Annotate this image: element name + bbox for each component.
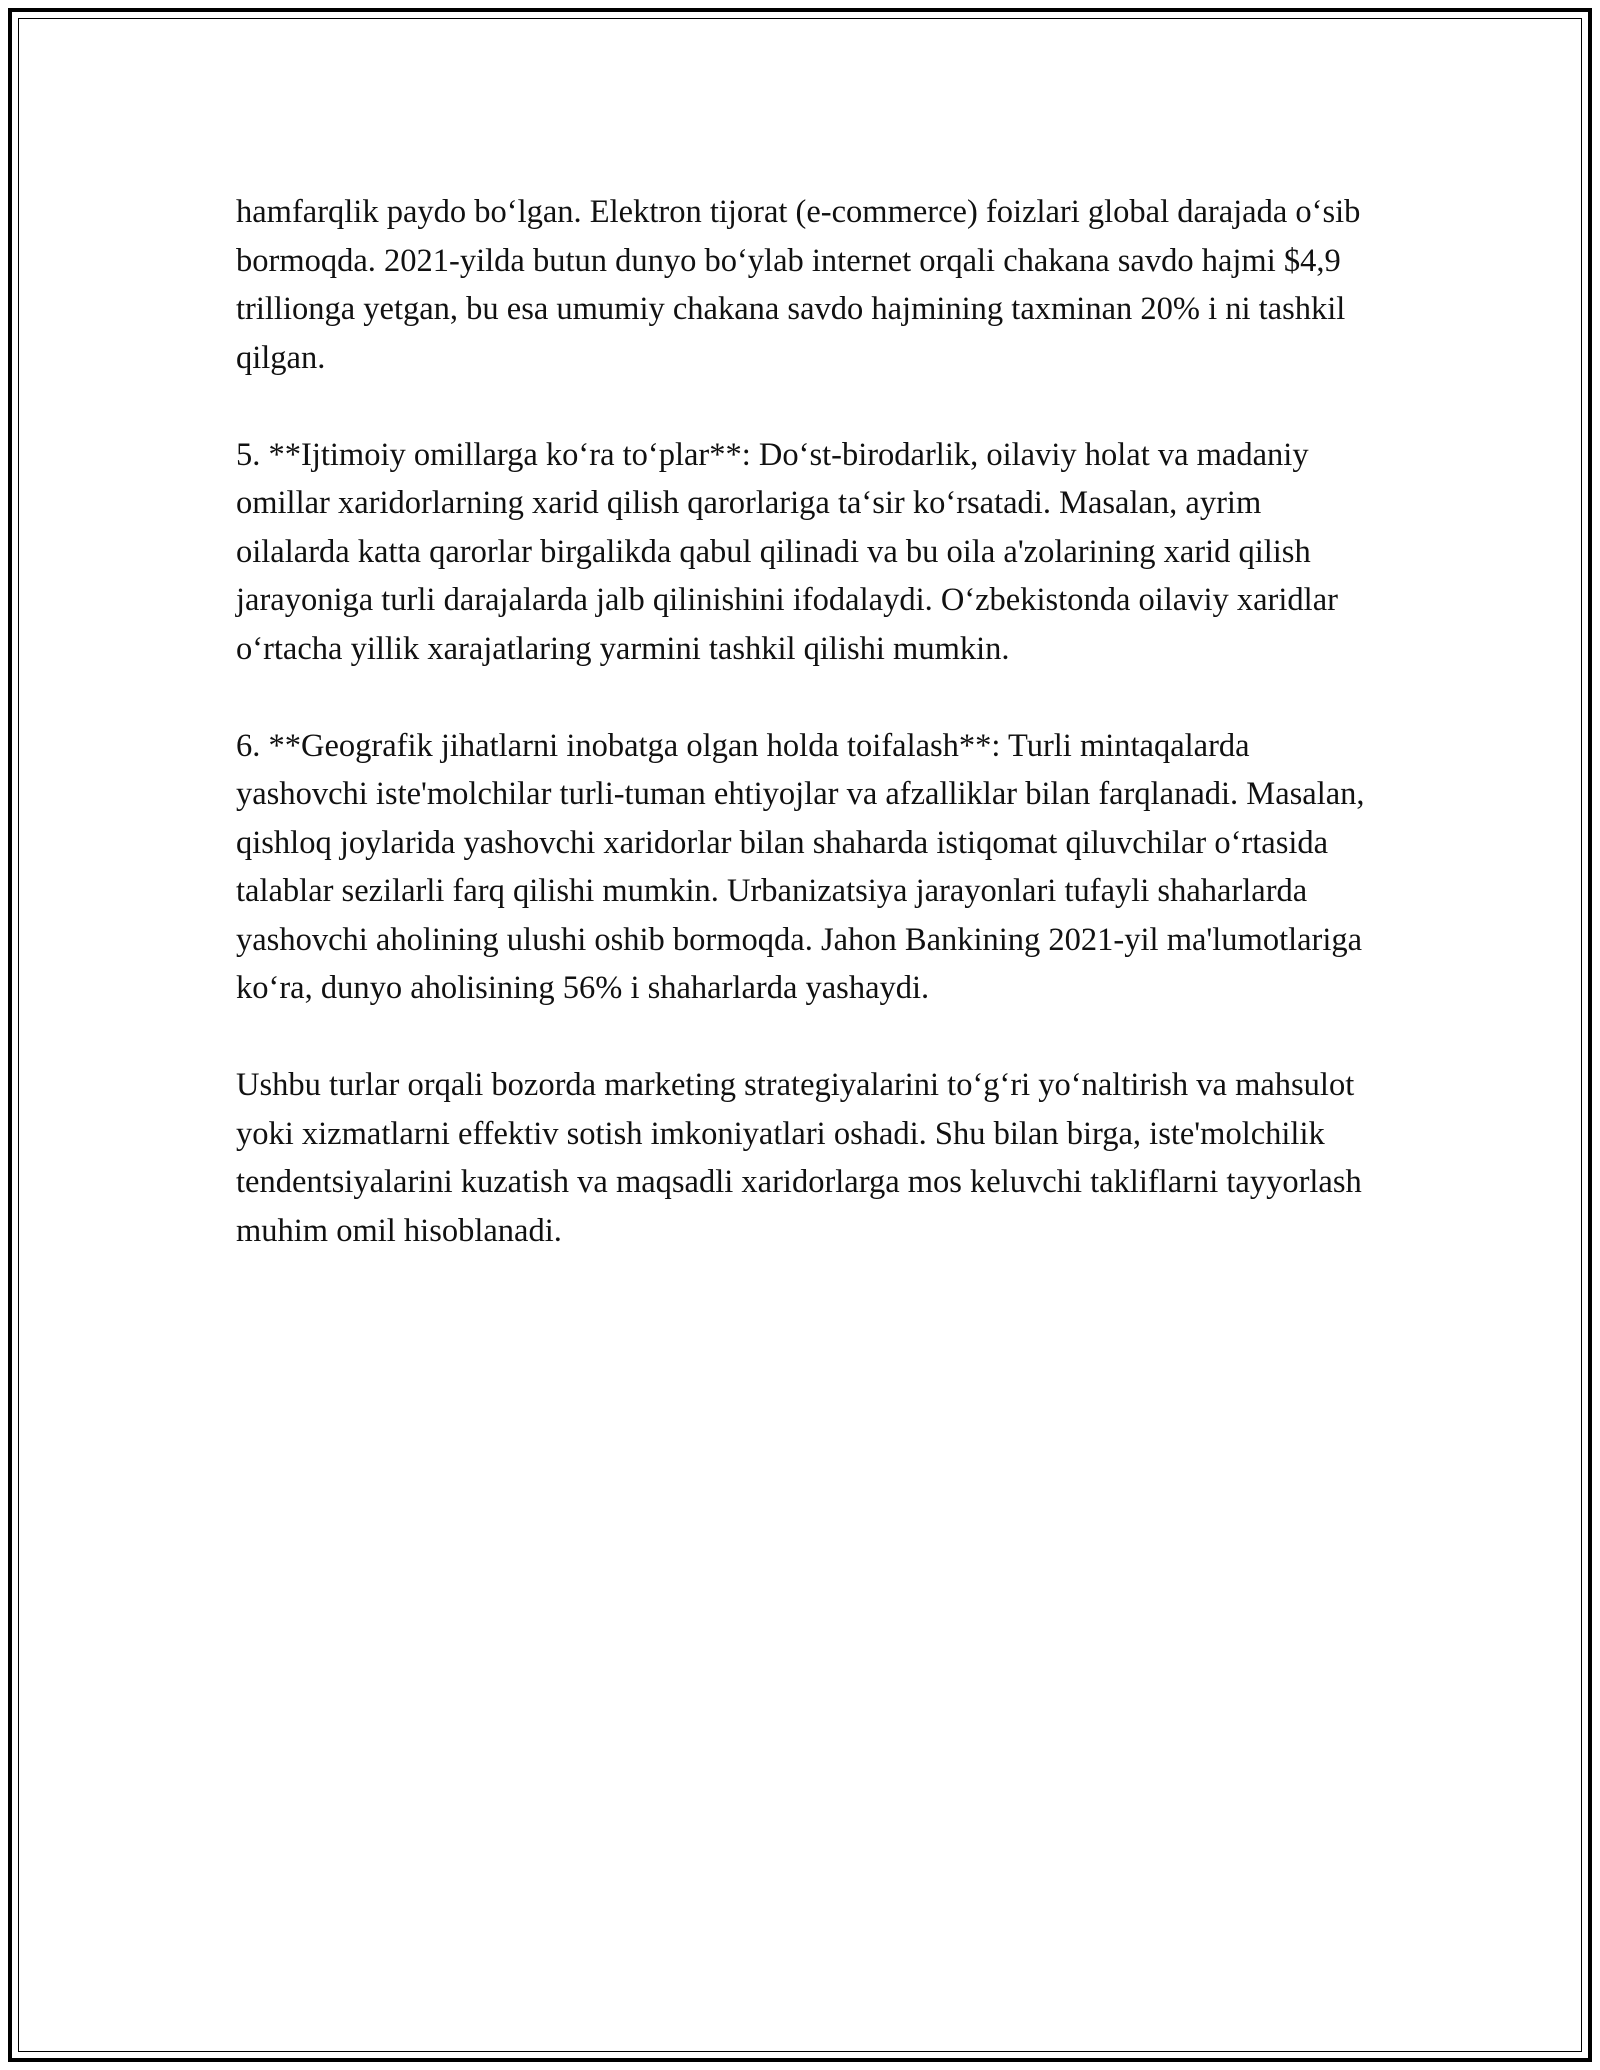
paragraph-social-factors: 5. **Ijtimoiy omillarga ko‘ra to‘plar**: Do‘st-birodarlik, oilaviy holat va madaniy omillar xaridorlarning xarid qilish qarorlariga ta‘sir ko‘rsatadi. Masalan, ayrim oilalarda katta qarorlar birgalikda qabul qilinadi va bu oila a'zolarining xarid qilish jarayoniga turli darajalarda jalb qilinishini ifodalaydi. O‘zbekistonda oilaviy xaridlar o‘rtacha yillik xarajatlaring yarmini tashkil qilishi mumkin. — [236, 436, 1338, 667]
paragraph-conclusion: Ushbu turlar orqali bozorda marketing strategiyalarini to‘g‘ri yo‘naltirish va mahsulot yoki xizmatlarni effektiv sotish imkoniyatlari oshadi. Shu bilan birga, iste'molchilik tendentsiyalarini kuzatish va maqsadli xaridorlarga mos keluvchi takliflarni tayyorlash muhim omil hisoblanadi. — [236, 1067, 1362, 1249]
paragraph-geographic: 6. **Geografik jihatlarni inobatga olgan holda toifalash**: Turli mintaqalarda yashovchi iste'molchilar turli-tuman ehtiyojlar va afzalliklar bilan farqlanadi. Masalan, qishloq joylarida yashovchi xaridorlar bilan shaharda istiqomat qiluvchilar o‘rtasida talablar sezilarli farq qilishi mumkin. Urbanizatsiya jarayonlari tufayli shaharlarda yashovchi aholining ulushi oshib bormoqda. Jahon Bankining 2021-yil ma'lumotlariga ko‘ra, dunyo aholisining 56% i shaharlarda yashaydi. — [236, 727, 1365, 1006]
document-body — [236, 188, 1376, 1304]
paragraph-ecommerce: hamfarqlik paydo bo‘lgan. Elektron tijorat (e-commerce) foizlari global darajada o‘sib bormoqda. 2021-yilda butun dunyo bo‘ylab internet orqali chakana savdo hajmi $4,9 trillionga yetgan, bu esa umumiy chakana savdo hajmining taxminan 20% i ni tashkil qilgan. — [236, 194, 1361, 376]
